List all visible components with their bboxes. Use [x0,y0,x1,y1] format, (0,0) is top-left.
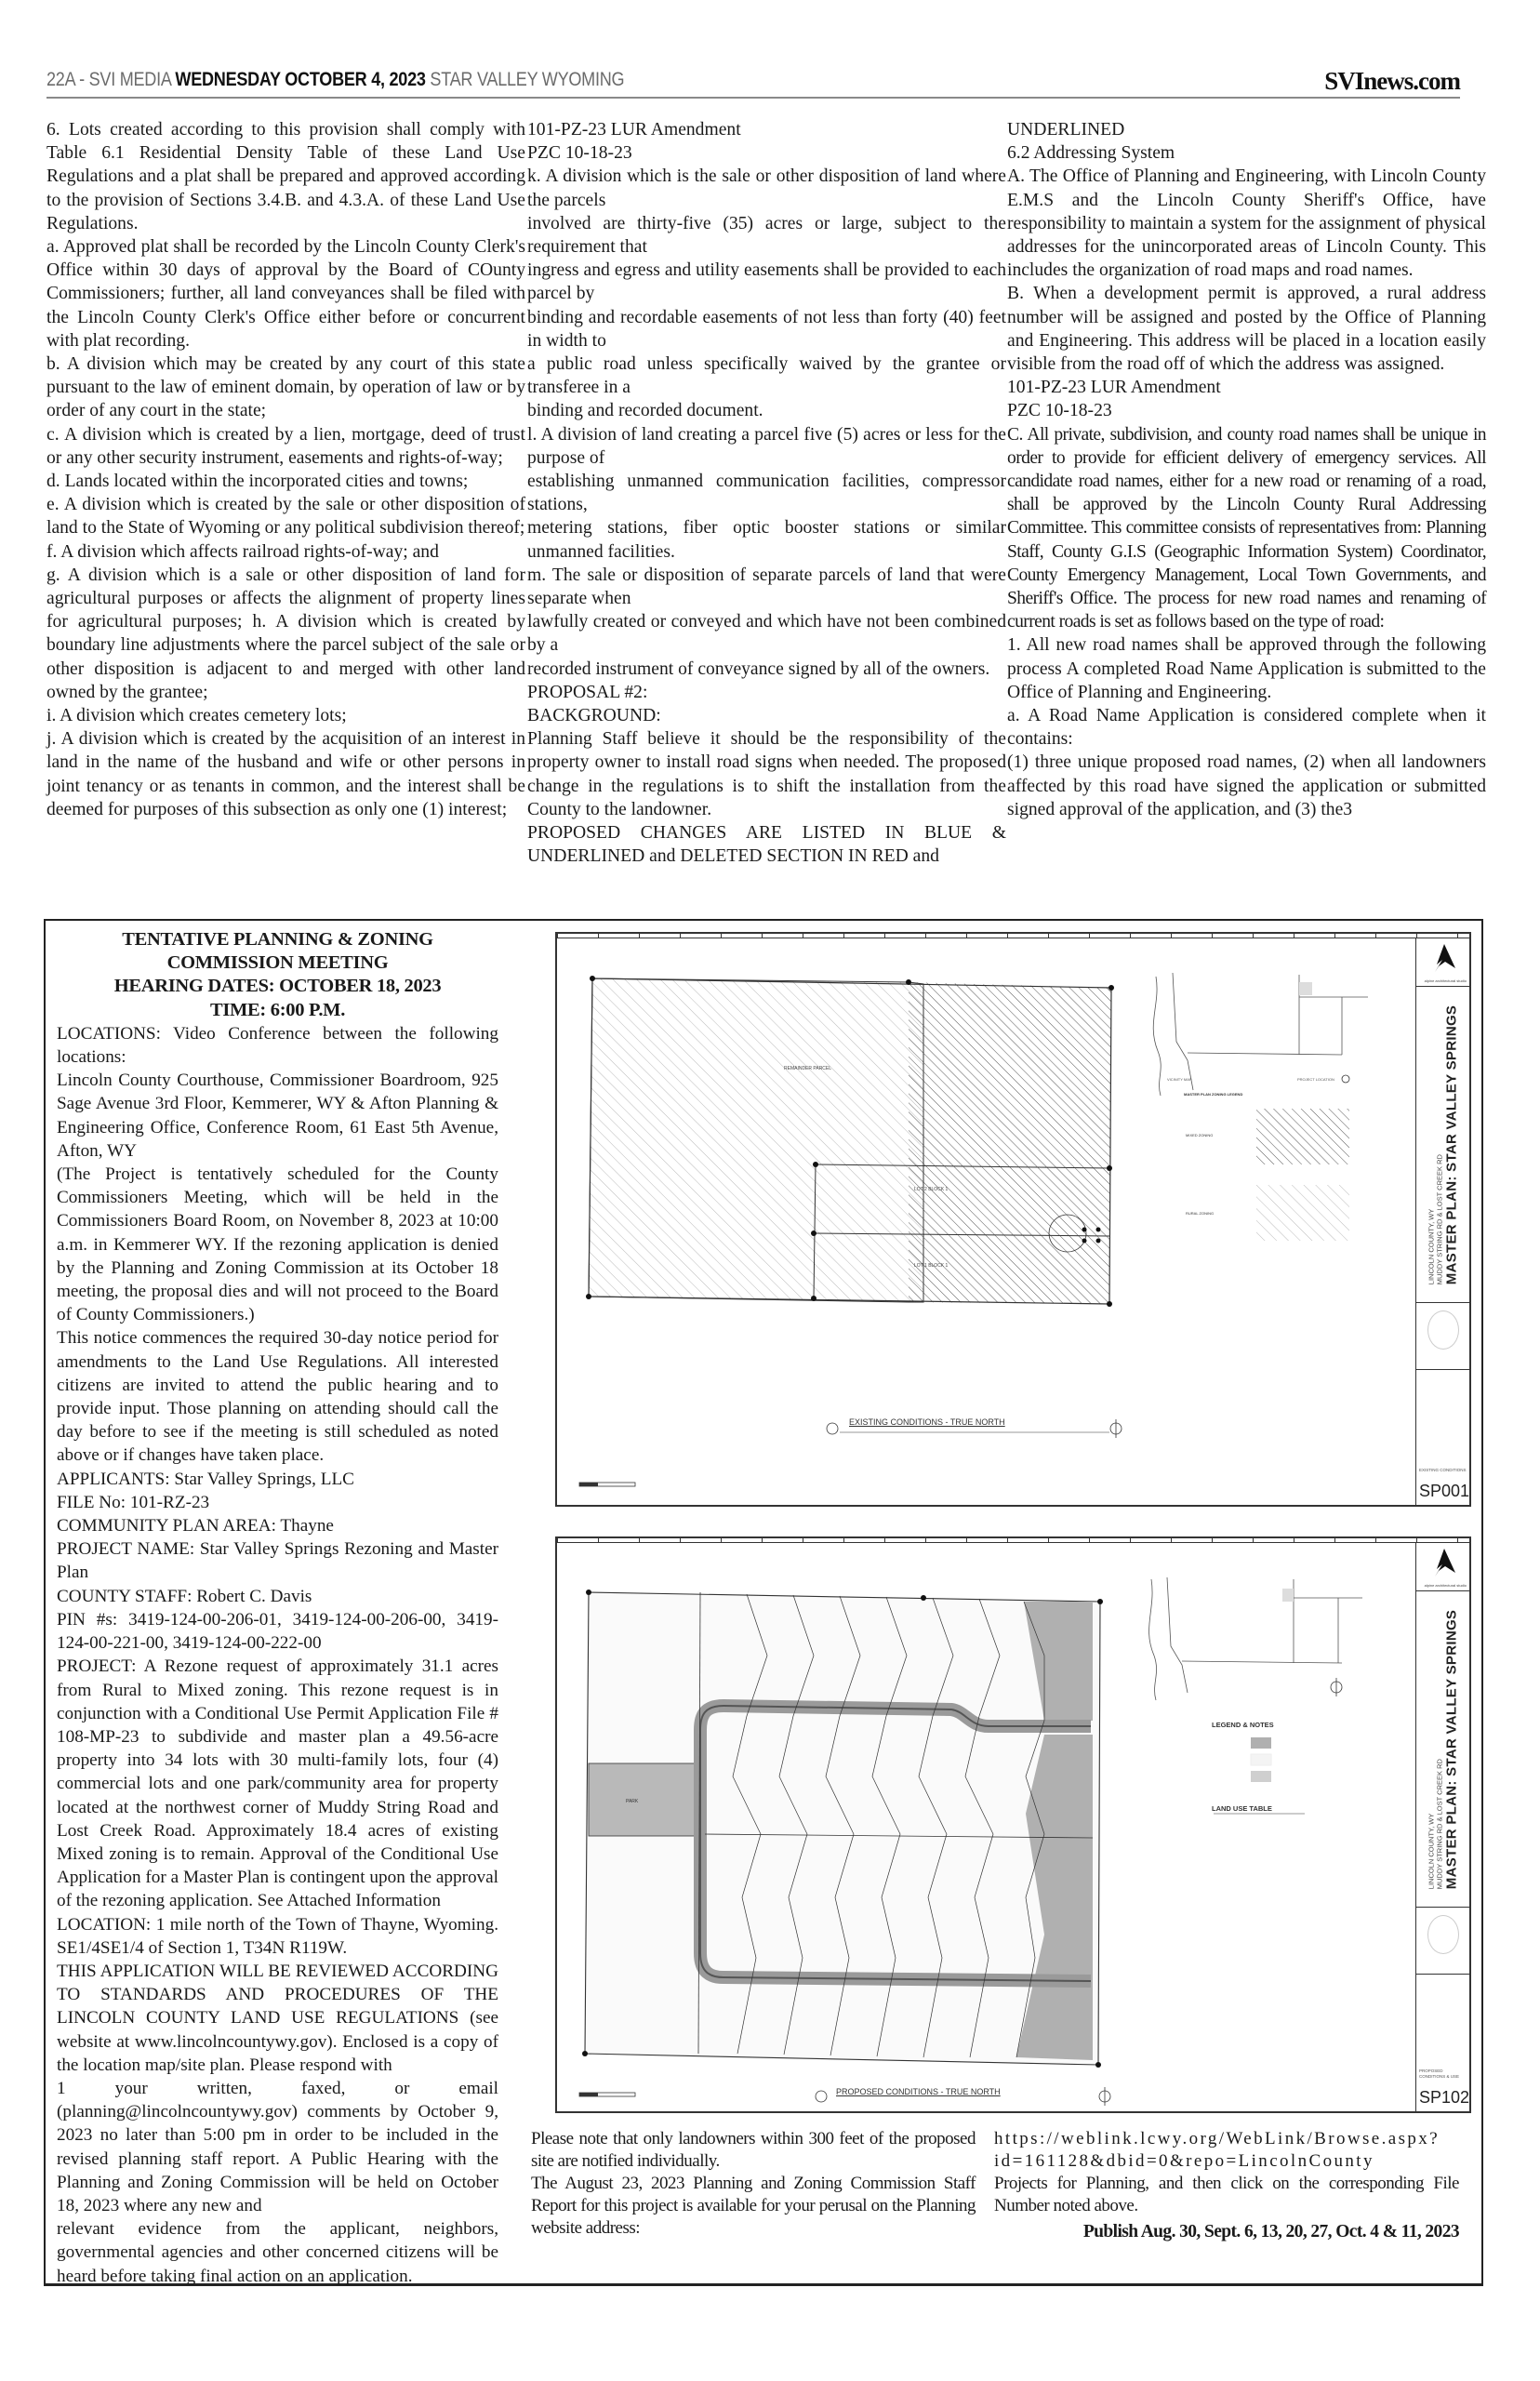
paragraph: lawfully created or conveyed and which have not been combined by a [527,612,1006,656]
site-name[interactable]: SVInews.com [1324,67,1460,95]
masthead-left [46,69,624,91]
region-label: STAR VALLEY WYOMING [430,69,625,90]
plan-ruler [557,934,1469,938]
community-plan-area: COMMUNITY PLAN AREA: Thayne [57,1516,334,1536]
article-column-1 [46,118,525,821]
paragraph: binding and recordable easements of not less than forty (40) feet in width to [527,307,1006,351]
sheet-name: EXISTING CONDITIONS [1419,1468,1467,1472]
paragraph: a. A Road Name Application is considered complete when it contains: [1007,706,1486,750]
file-number: FILE No: 101-RZ-23 [57,1492,210,1512]
paragraph: l. A division of land creating a parcel five (5) acres or less for the purpose of [527,424,1006,468]
svg-text:RURAL ZONING: RURAL ZONING [1186,1211,1215,1216]
masthead [46,67,1460,99]
article-column-2 [527,118,1006,869]
paragraph: Planning Staff believe it should be the responsibility of the property owner to install road signs when needed. The proposed change in the regulations is to shift the installation from the County to the landowner. [527,729,1006,819]
remainder-parcel-label: REMAINDER PARCEL [784,1066,832,1071]
paragraph: metering stations, fiber optic booster stations or similar unmanned facilities. [527,518,1006,562]
paragraph: establishing unmanned communication facilities, compressor stations, [527,472,1006,515]
notice-heading: TENTATIVE PLANNING & ZONING COMMISSION MEETING [122,929,433,974]
paragraph: binding and recorded document. [527,401,763,421]
paragraph: g. A division which is a sale or other disposition of land for agricultural purposes or affects the alignment of property lines for agricultural purposes; h. A division which is created by boundary line adjustments where the parcel subject of the sale or other disposition is adjacent to and merged with other land owned by the grantee; [46,565,525,702]
page-label: 22A - SVI MEDIA [46,69,171,90]
svg-text:VICINITY MAP: VICINITY MAP [1167,1077,1192,1082]
paragraph: B. When a development permit is approved, a rural address number will be assigned and posted by the Office of Planning and Engineering. This address will be placed in a location easily visible from the road off of which the address was assigned. [1007,284,1486,375]
paragraph: PZC 10-18-23 [527,143,632,164]
paragraph: f. A division which affects railroad rights-of-way; and [46,541,439,562]
paragraph: 1. All new road names shall be approved through the following process A completed Road Name Application is submitted to the Office of Planning and Engineering. [1007,635,1486,702]
weblink-url[interactable]: https://weblink.lcwy.org/WebLink/Browse.aspx?id=161128&dbid=0&repo=LincolnCounty [994,2129,1440,2171]
section-heading: 6.2 Addressing System [1007,143,1175,164]
notice-footer-left [531,2128,976,2240]
project-title: MASTER PLAN: STAR VALLEY SPRINGS [1443,1609,1459,1889]
svg-text:LOT 2 BLOCK 1: LOT 2 BLOCK 1 [914,1187,949,1192]
svg-text:MIXED ZONING: MIXED ZONING [1186,1133,1214,1137]
mountain-logo-icon [1433,944,1455,972]
paragraph: recorded instrument of conveyance signed by all of the owners. [527,658,990,679]
sheet-title: LINCOLN COUNTY, WY MUDDY STRING RD & LOST CREEK RD MASTER PLAN: STAR VALLEY SPRINGS [1416,1591,1469,1908]
title-block [1415,938,1469,1505]
notice-paragraph: 1 your written, faxed, or email (planning@lincolncountywy.gov) comments by October 9, 2023 no later than 5:00 pm in order to be included in the revised planning staff report. A Public Hearing with the Planning and Zoning Commission will be held on October 18, 2023 where any new and [57,2078,498,2215]
issue-date: WEDNESDAY OCTOBER 4, 2023 [175,69,426,90]
publish-dates: Publish Aug. 30, Sept. 6, 13, 20, 27, Oct. 4 & 11, 2023 [1082,2222,1459,2241]
paragraph: k. A division which is the sale or other disposition of land where the parcels [527,166,1006,210]
mountain-logo-icon [1433,1549,1455,1576]
paragraph: C. All private, subdivision, and county road names shall be unique in order to provide for efficient delivery of emergency services. All candidate road names, either for a new road or renaming of a road, shall be approved by the Lincoln County Rural Addressing Committee. This committee consists of representatives from: Planning Staff, County G.I.S (Geographic Information System) Coordinator, County Emergency Management, Local Town Governments, and Sheriff's Office. The process for new road names and renaming of current roads is set as follows based on the type of road: [1007,424,1486,632]
notice-paragraph: LOCATIONS: Video Conference between the following locations: [57,1023,498,1068]
paragraph: c. A division which is created by a lien, mortgage, deed of trust or any other security instrument, easements and rights-of-way; [46,424,525,468]
paragraph: 101-PZ-23 LUR Amendment [1007,378,1221,398]
paragraph: BACKGROUND: [527,706,661,726]
paragraph: PROPOSAL #2: [527,682,648,702]
studio-logo: alpine architectural studio [1416,938,1469,987]
paragraph: A. The Office of Planning and Engineering, with Lincoln County E.M.S and the Lincoln County Sheriff's Office, have responsibility to maintain a system for the assignment of physical addresses for the unincorporated areas of Lincoln County. This includes the organization of road maps and road names. [1007,166,1486,281]
hearing-date: HEARING DATES: OCTOBER 18, 2023 [113,976,442,997]
sheet-number: SP102 [1419,2088,1470,2107]
proposed-conditions-diagram [561,1544,1412,2108]
notice-paragraph: Lincoln County Courthouse, Commissioner Boardroom, 925 Sage Avenue 3rd Floor, Kemmerer, WY & Afton Planning & Engineering Office, Conference Room, 61 East 5th Avenue, Afton, WY [57,1071,498,1161]
notice-paragraph: relevant evidence from the applicant, neighbors, governmental agencies and other concerned citizens will be heard before taking final action on an application. [57,2219,498,2286]
sheet-title: LINCOLN COUNTY, WY MUDDY STRING RD & LOST CREEK RD MASTER PLAN: STAR VALLEY SPRINGS [1416,987,1469,1303]
applicants: APPLICANTS: Star Valley Springs, LLC [57,1469,354,1489]
paragraph: (1) three unique proposed road names, (2) when all landowners affected by this road have signed the application or submitted signed approval of the application, and (3) the3 [1007,752,1486,819]
site-plan-existing-conditions [555,932,1471,1507]
park-label: PARK [626,1799,639,1804]
hearing-time: TIME: 6:00 P.M. [209,999,346,1020]
proposed-conditions-drawing [561,1544,1412,2108]
title-block [1415,1543,1469,2111]
notification-note: Please note that only landowners within 300 feet of the proposed site are notified individually. [531,2129,976,2171]
notice-paragraph: THIS APPLICATION WILL BE REVIEWED ACCORDING TO STANDARDS AND PROCEDURES OF THE LINCOLN COUNTY LAND USE REGULATIONS (see website at www.lincolncountywy.gov). Enclosed is a copy of the location map/site plan. Please respond with [57,1961,498,2075]
project-name: PROJECT NAME: Star Valley Springs Rezoning and Master Plan [57,1539,498,1583]
paragraph: UNDERLINED [1007,120,1125,140]
paragraph: e. A division which is created by the sale or other disposition of land to the State of Wyoming or any political subdivision thereof; [46,495,525,539]
notice-paragraph: This notice commences the required 30-day notice period for amendments to the Land Use Regulations. All interested citizens are invited to attend the public hearing and to provide input. Those planning on attending should call the day before to see if the meeting is still scheduled as noted above or if changes have taken place. [57,1328,498,1466]
svg-text:MASTER PLAN ZONING LEGEND: MASTER PLAN ZONING LEGEND [1184,1092,1243,1097]
paragraph: ingress and egress and utility easements shall be provided to each parcel by [527,260,1006,304]
drawing-caption: PROPOSED CONDITIONS - TRUE NORTH [836,2087,1001,2096]
public-notice-box [44,919,1483,2286]
article-column-3 [1007,118,1486,821]
drawing-caption: EXISTING CONDITIONS - TRUE NORTH [849,1417,1005,1427]
site-plan-proposed-conditions [555,1536,1471,2113]
paragraph: PZC 10-18-23 [1007,401,1112,421]
land-use-table-title: LAND USE TABLE [1212,1804,1272,1813]
location: LOCATION: 1 mile north of the Town of Thayne, Wyoming. SE1/4SE1/4 of Section 1, T34N R119W. [57,1914,498,1958]
paragraph: PROPOSED CHANGES ARE LISTED IN BLUE & UNDERLINED and DELETED SECTION IN RED and [527,823,1006,867]
paragraph: a public road unless specifically waived by the grantee or transferee in a [527,354,1006,398]
county-staff: COUNTY STAFF: Robert C. Davis [57,1586,312,1606]
sheet-name: PROPOSED CONDITIONS & USE [1419,2068,1460,2079]
seal-area [1416,1303,1469,1370]
svg-text:PROJECT LOCATION: PROJECT LOCATION [1297,1077,1334,1082]
paragraph: 6. Lots created according to this provision shall comply with Table 6.1 Residential Density Table of these Land Use Regulations and a plat shall be prepared and approved according to the provision of Sections 3.4.B. and 4.3.A. of these Land Use Regulations. [46,120,525,233]
pin-numbers: PIN #s: 3419-124-00-206-01, 3419-124-00-206-00, 3419-124-00-221-00, 3419-124-00-222-00 [57,1609,498,1654]
weblink-instructions: Projects for Planning, and then click on the corresponding File Number noted above. [994,2174,1459,2215]
project-description: PROJECT: A Rezone request of approximately 31.1 acres from Rural to Mixed zoning. This rezone request is in conjunction with a Conditional Use Permit Application File # 108-MP-23 to subdivide and master plan a 49.56-acre property into 34 lots with 30 multi-family lots, four (4) commercial lots and one park/community area for property located at the northwest corner of Muddy String Road and Lost Creek Road. Approximately 18.4 acres of existing Mixed zoning is to remain. Approval of the Conditional Use Application for a Master Plan is contingent upon the approval of the rezoning application. See Attached Information [57,1656,498,1911]
existing-conditions-drawing [561,939,1412,1501]
svg-text:LOT 1 BLOCK 1: LOT 1 BLOCK 1 [914,1263,949,1269]
paragraph: j. A division which is created by the acquisition of an interest in land in the name of the husband and wife or other persons in joint tenancy or as tenants in common, and the interest shall be deemed for purposes of this subsection as only one (1) interest; [46,729,525,819]
plan-ruler [557,1538,1469,1543]
sheet-number: SP001 [1419,1482,1470,1500]
paragraph: 101-PZ-23 LUR Amendment [527,120,741,140]
paragraph: b. A division which may be created by any court of this state pursuant to the law of eminent domain, by operation of law or by order of any court in the state; [46,354,525,421]
staff-report-note: The August 23, 2023 Planning and Zoning Commission Staff Report for this project is available for your perusal on the Planning website address: [531,2174,976,2238]
paragraph: d. Lands located within the incorporated cities and towns; [46,472,469,492]
paragraph: i. A division which creates cemetery lots; [46,706,347,726]
paragraph: a. Approved plat shall be recorded by the Lincoln County Clerk's Office within 30 days of approval by the Board of COunty Commissioners; further, all land conveyances shall be filed with the Lincoln County Clerk's Office either before or concurrent with plat recording. [46,237,525,351]
studio-logo: alpine architectural studio [1416,1543,1469,1591]
notice-text [57,928,498,2288]
paragraph: involved are thirty-five (35) acres or large, subject to the requirement that [527,213,1006,258]
notice-paragraph: (The Project is tentatively scheduled for the County Commissioners Meeting, which will be held in the Commissioners Board Room, on November 8, 2023 at 10:00 a.m. in Kemmerer WY. If the rezoning application is denied by the Planning and Zoning Commission at its October 18 meeting, the proposal dies and will not proceed to the Board of County Commissioners.) [57,1164,498,1325]
notice-footer-right [994,2128,1459,2243]
seal-area [1416,1908,1469,1975]
paragraph: m. The sale or disposition of separate parcels of land that were separate when [527,565,1006,609]
legend-title: LEGEND & NOTES [1212,1721,1274,1729]
project-title: MASTER PLAN: STAR VALLEY SPRINGS [1443,1004,1459,1284]
